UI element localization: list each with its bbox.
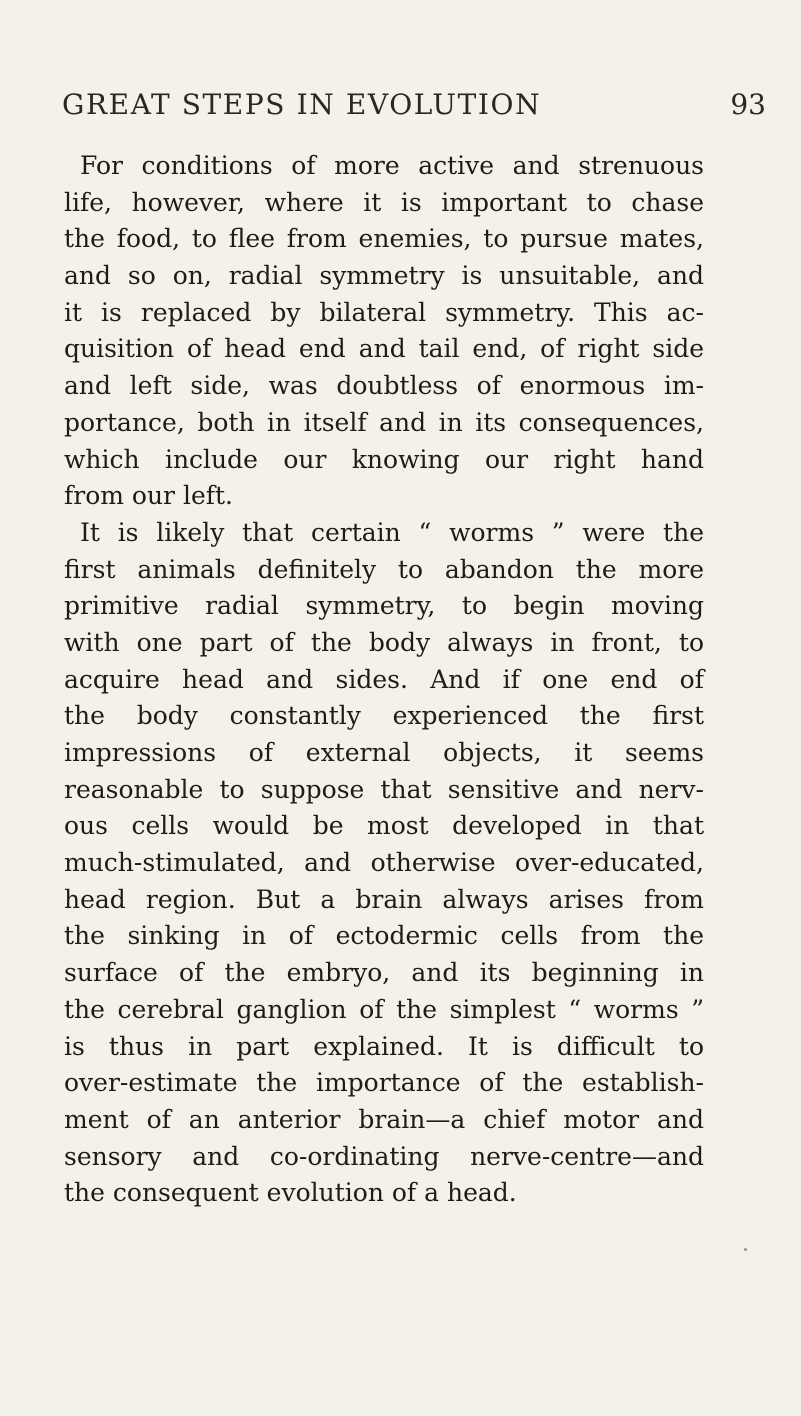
text-line: life, however, where it is important to chase <box>64 187 704 217</box>
text-line: acquire head and sides. And if one end of <box>64 664 704 694</box>
text-line: quisition of head end and tail end, of right side <box>64 334 704 364</box>
text-line: with one part of the body always in front, to <box>64 627 704 657</box>
text-line: it is replaced by bilateral symmetry. This ac- <box>64 297 704 327</box>
page-number: 93 <box>730 88 766 121</box>
text-line: the sinking in of ectodermic cells from the <box>64 921 704 951</box>
text-line: from our left. <box>64 481 233 511</box>
text-line: is thus in part explained. It is difficult to <box>64 1031 704 1061</box>
print-speck <box>744 1248 747 1251</box>
text-line: It is likely that certain “ worms ” were the <box>80 517 704 547</box>
text-line: impressions of external objects, it seems <box>64 738 704 767</box>
text-line: reasonable to suppose that sensitive and nerv- <box>64 774 704 804</box>
text-line: much-stimulated, and otherwise over-educated, <box>64 848 704 878</box>
text-line: ous cells would be most developed in that <box>64 811 704 841</box>
text-line: first animals definitely to abandon the more <box>64 554 704 584</box>
text-line: and so on, radial symmetry is unsuitable, and <box>64 261 704 291</box>
running-title: GREAT STEPS IN EVOLUTION <box>62 88 542 121</box>
text-line: surface of the embryo, and its beginning in <box>64 958 704 988</box>
text-line: the cerebral ganglion of the simplest “ worms ” <box>64 994 704 1024</box>
text-line: primitive radial symmetry, to begin moving <box>64 591 704 621</box>
body-text <box>64 148 704 1212</box>
text-line: portance, both in itself and in its consequences, <box>64 407 704 437</box>
text-line: the body constantly experienced the first <box>64 701 704 731</box>
text-line: For conditions of more active and strenuous <box>80 151 704 180</box>
running-head <box>62 88 766 124</box>
text-line: sensory and co-ordinating nerve-centre—and <box>64 1141 704 1171</box>
text-line: the consequent evolution of a head. <box>64 1178 517 1208</box>
text-line: head region. But a brain always arises from <box>64 884 704 914</box>
text-line: over-estimate the importance of the establish- <box>64 1068 704 1098</box>
text-line: the food, to flee from enemies, to pursue mates, <box>64 224 704 254</box>
text-line: ment of an anterior brain—a chief motor and <box>64 1104 704 1134</box>
text-line: which include our knowing our right hand <box>64 444 704 474</box>
text-line: and left side, was doubtless of enormous im- <box>64 371 704 401</box>
